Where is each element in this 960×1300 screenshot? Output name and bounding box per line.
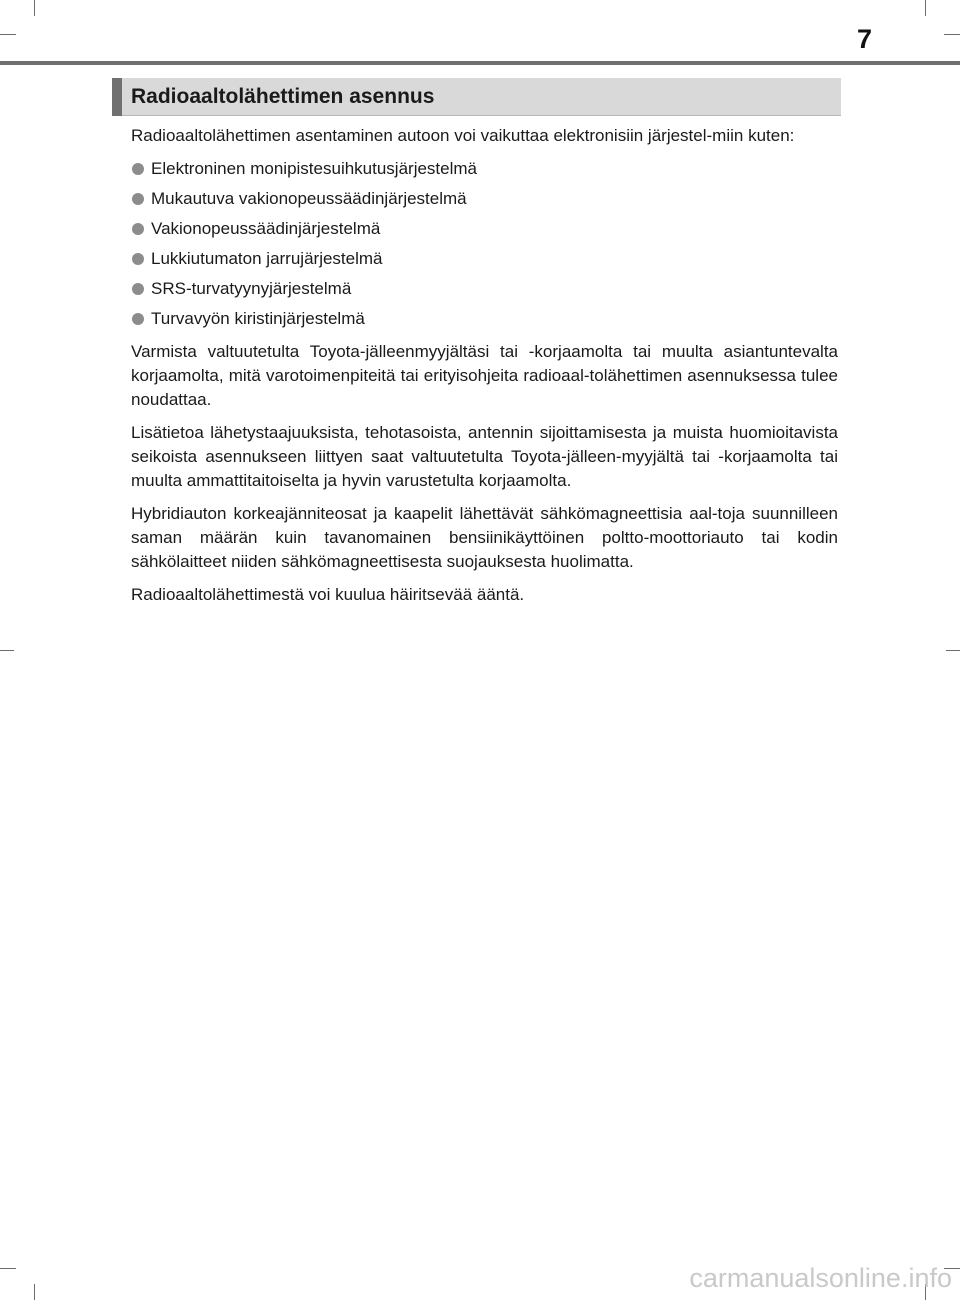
list-item: [131, 187, 838, 211]
list-item: [131, 217, 838, 241]
bullet-icon: [132, 193, 144, 205]
bullet-icon: [132, 283, 144, 295]
list-item-text: SRS-turvatyynyjärjestelmä: [151, 279, 352, 298]
crop-mark-mid-left: [0, 650, 14, 651]
bullet-list: [131, 157, 838, 331]
intro-paragraph: Radioaaltolähettimen asentaminen autoon voi vaikuttaa elektronisiin järjestel-miin kuten:: [131, 126, 795, 145]
header-rule: [0, 61, 960, 65]
watermark-text: carmanualsonline.info: [689, 1263, 952, 1293]
list-item: [131, 247, 838, 271]
list-item-text: Elektroninen monipistesuihkutusjärjestelmä: [151, 159, 477, 178]
list-item-text: Vakionopeussäädinjärjestelmä: [151, 219, 381, 238]
section-header-bar: [112, 78, 122, 116]
section-title: Radioaaltolähettimen asennus: [131, 85, 435, 108]
paragraph-hybrid-emissions: Hybridiauton korkeajänniteosat ja kaapelit lähettävät sähkömagneettisia aal-toja suunnilleen saman määrän kuin tavanomainen bensiinikäyttöinen poltto-moottoriauto tai kodin sähkölaitteet niiden sähkömagneettisesta suojauksesta huolimatta.: [131, 504, 838, 571]
crop-mark-top-left: [0, 34, 16, 35]
bullet-icon: [132, 253, 144, 265]
bullet-icon: [132, 313, 144, 325]
crop-mark-mid-right: [946, 650, 960, 651]
paragraph-installation-info: Lisätietoa lähetystaajuuksista, tehotasoista, antennin sijoittamisesta ja muista huomioitavista seikoista asennukseen liittyen saat valtuutetulta Toyota-jälleen-myyjältä tai -korjaamolta tai muulta ammattitaitoiselta ja hyvin varustetulta korjaamolta.: [131, 423, 838, 490]
list-item-text: Lukkiutumaton jarrujärjestelmä: [151, 249, 383, 268]
list-item-text: Mukautuva vakionopeussäädinjärjestelmä: [151, 189, 467, 208]
list-item: [131, 307, 838, 331]
list-item: [131, 157, 838, 181]
list-item: [131, 277, 838, 301]
body-content: [131, 124, 838, 616]
list-item-text: Turvavyön kiristinjärjestelmä: [151, 309, 365, 328]
paragraph-dealer-advice: Varmista valtuutetulta Toyota-jälleenmyyjältäsi tai -korjaamolta tai muulta asiantuntevalta korjaamolta, mitä varotoimenpiteitä tai erityisohjeita radioaal-tolähettimen asennuksessa tulee noudattaa.: [131, 342, 838, 409]
paragraph-noise: Radioaaltolähettimestä voi kuulua häiritsevää ääntä.: [131, 585, 525, 604]
crop-mark-top-left-v: [34, 0, 35, 16]
page-number: 7: [856, 24, 872, 54]
crop-mark-bottom-left: [0, 1268, 16, 1269]
bullet-icon: [132, 163, 144, 175]
section-header: [112, 78, 841, 116]
crop-mark-bottom-left-v: [34, 1284, 35, 1300]
bullet-icon: [132, 223, 144, 235]
crop-mark-top-right: [944, 34, 960, 35]
crop-mark-top-right-v: [925, 0, 926, 16]
